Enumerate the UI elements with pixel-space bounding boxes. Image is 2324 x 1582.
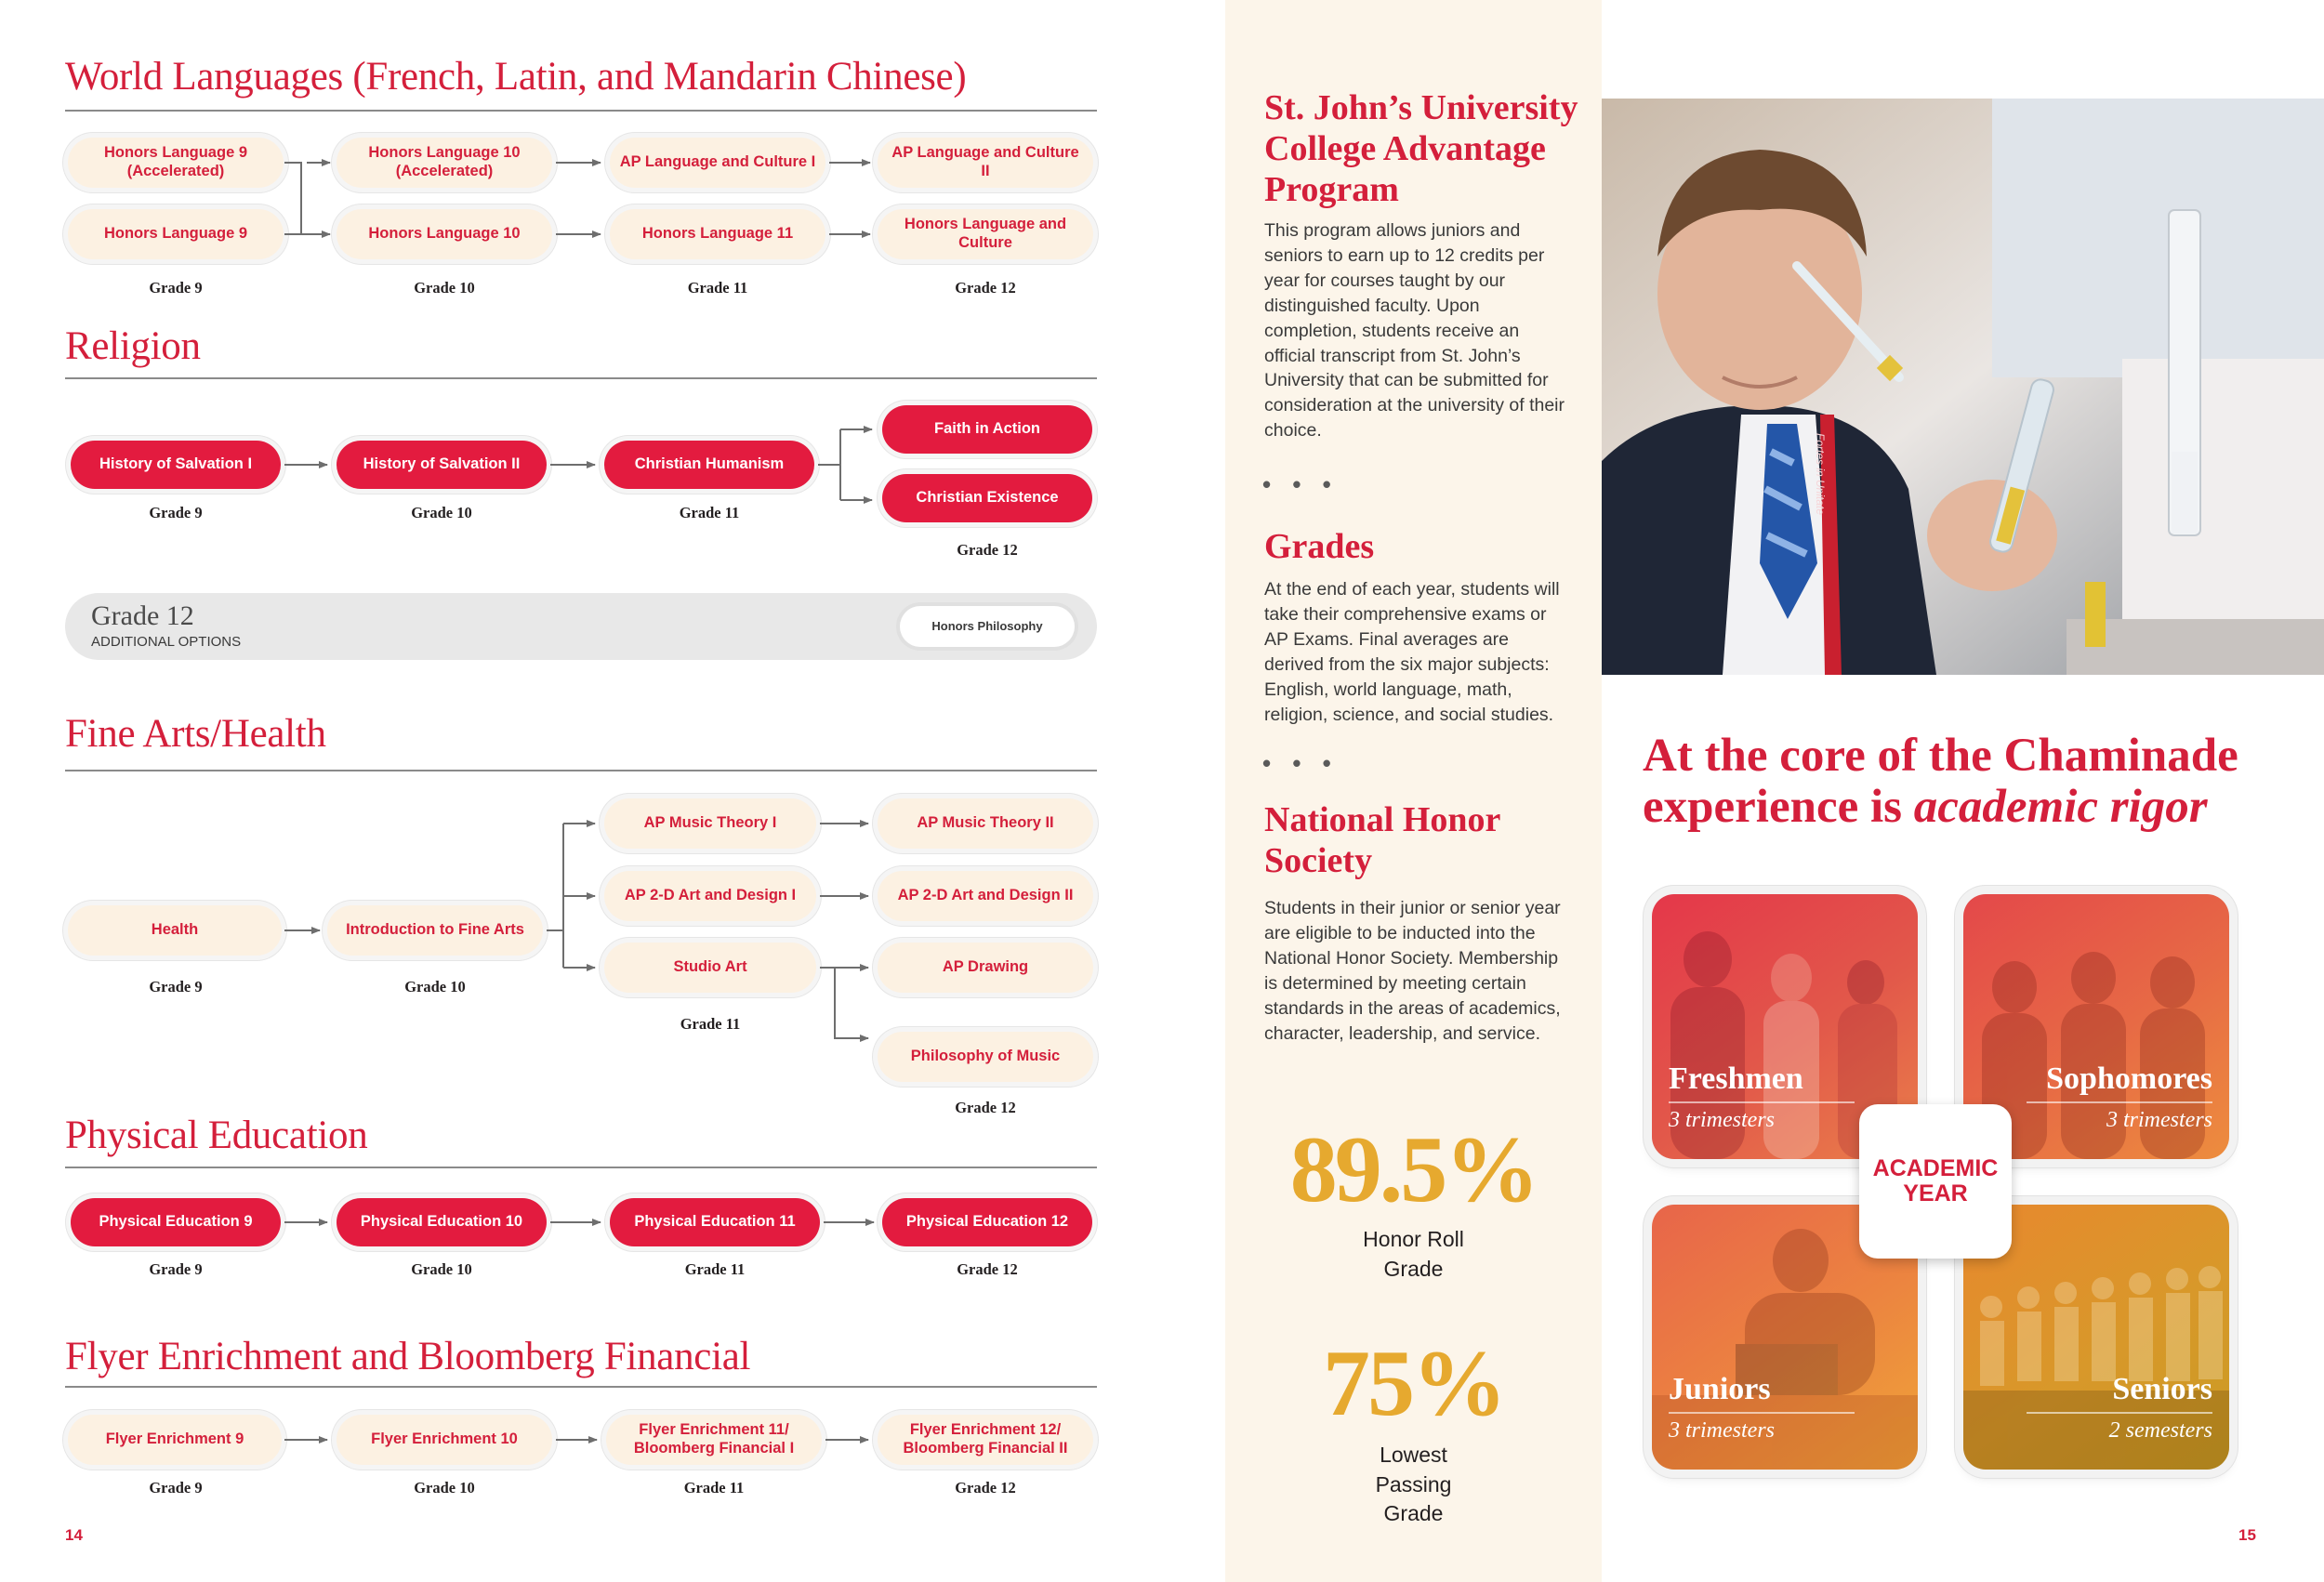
tile-sub: 2 semesters (2108, 1418, 2212, 1443)
academic-year-badge: ACADEMIC YEAR (1859, 1104, 2012, 1259)
student-lab-photo (1602, 99, 2324, 675)
course-history-of-salvation-1: History of Salvation I (71, 441, 281, 489)
tile-sub: 3 trimesters (1669, 1108, 1775, 1132)
grade-label: Grade 10 (411, 1260, 472, 1278)
grade-label: Grade 9 (149, 279, 203, 297)
core-title-line2-prefix: experience is (1643, 781, 1914, 834)
grade-label: Grade 10 (414, 1479, 475, 1496)
tile-sub: 3 trimesters (1669, 1418, 1775, 1443)
grade-label: Grade 11 (680, 1015, 741, 1033)
additional-options-title: Grade 12 (91, 600, 194, 631)
grade-label: Grade 11 (684, 1260, 746, 1278)
course-christian-existence: Christian Existence (882, 474, 1092, 522)
honor-roll-label: Honor Roll Grade (1363, 1227, 1464, 1281)
course-christian-humanism: Christian Humanism (604, 441, 814, 489)
course-ap-language-culture-2: AP Language and Culture II (878, 138, 1093, 188)
course-history-of-salvation-2: History of Salvation II (337, 441, 547, 489)
course-health: Health (68, 905, 282, 956)
course-faith-in-action: Faith in Action (882, 405, 1092, 454)
core-title-line2 (1643, 782, 2238, 833)
course-flow-connectors (0, 0, 1116, 1582)
grade-label: Grade 9 (149, 1260, 203, 1278)
course-flyer-enrichment-10: Flyer Enrichment 10 (337, 1415, 552, 1465)
divider-dots: • • • (1262, 470, 1339, 498)
grade-label: Grade 11 (679, 504, 740, 521)
course-studio-art: Studio Art (604, 943, 816, 993)
tile-name: Freshmen (1669, 1061, 1803, 1096)
grade-label: Grade 11 (683, 1479, 745, 1496)
page-number-left: 14 (65, 1526, 83, 1544)
grade-label: Grade 12 (955, 1479, 1016, 1496)
course-flyer-enrichment-11: Flyer Enrichment 11/ Bloomberg Financial I (606, 1415, 822, 1465)
grade-label: Grade 10 (404, 978, 466, 995)
course-ap-language-culture-1: AP Language and Culture I (610, 138, 825, 188)
stjohns-text: This program allows juniors and seniors to earn up to 12 credits per year for courses taught by our distinguished faculty. Upon completion, students receive an official transcript from St. John’s University that can be submitted for consideration at the university of their choice. (1264, 220, 1565, 442)
core-title-emphasis: academic rigor (1913, 781, 2208, 834)
tile-rule (1669, 1101, 1855, 1103)
grade-label: Grade 9 (149, 504, 203, 521)
grade-label: Grade 10 (414, 279, 475, 297)
grades-title: Grades (1264, 527, 1375, 566)
course-introduction-to-fine-arts: Introduction to Fine Arts (327, 905, 543, 956)
grade-label: Grade 11 (687, 279, 748, 297)
divider-dots: • • • (1262, 749, 1339, 777)
grade-label: Grade 12 (957, 541, 1018, 559)
tile-sub: 3 trimesters (2106, 1108, 2212, 1132)
grade-label: Grade 12 (955, 279, 1016, 297)
course-flyer-enrichment-12: Flyer Enrichment 12/ Bloomberg Financial II (878, 1415, 1093, 1465)
religion-title: Religion (65, 324, 201, 368)
page-number-right: 15 (2238, 1526, 2256, 1544)
course-honors-language-11: Honors Language 11 (610, 209, 825, 259)
fine-arts-title: Fine Arts/Health (65, 712, 326, 756)
course-honors-language-9-accelerated: Honors Language 9 (Accelerated) (68, 138, 284, 188)
course-philosophy-of-music: Philosophy of Music (878, 1032, 1093, 1082)
tile-rule (1669, 1412, 1855, 1414)
flyer-enrichment-title: Flyer Enrichment and Bloomberg Financial (65, 1335, 751, 1378)
lanyard-text: Fortes in Unitate (1814, 433, 1827, 516)
course-physical-education-12: Physical Education 12 (882, 1198, 1092, 1246)
nhs-text: Students in their junior or senior year are eligible to be inducted into the National Honor Society. Membership is determined by meeting certain standards in the areas of academics, character, leadership, and service. (1264, 898, 1561, 1044)
lowest-passing-stat: 75% (1323, 1331, 1504, 1436)
grade-label: Grade 12 (957, 1260, 1018, 1278)
grades-text: At the end of each year, students will take their comprehensive exams or AP Exams. Final averages are derived from the six major subjects: English, world language, math, religion, science, and social studies. (1264, 579, 1560, 725)
core-title-line1: At the core of the Chaminade (1643, 730, 2238, 782)
physical-education-title: Physical Education (65, 1114, 368, 1157)
course-honors-language-10: Honors Language 10 (337, 209, 552, 259)
course-honors-philosophy: Honors Philosophy (900, 606, 1075, 647)
course-physical-education-10: Physical Education 10 (337, 1198, 547, 1246)
stjohns-title: St. John’s University College Advantage Program (1264, 88, 1578, 210)
grade-label: Grade 12 (955, 1099, 1016, 1116)
course-physical-education-9: Physical Education 9 (71, 1198, 281, 1246)
course-ap-music-theory-1: AP Music Theory I (604, 798, 816, 849)
tile-name: Sophomores (2046, 1061, 2212, 1096)
world-languages-title: World Languages (French, Latin, and Mandarin Chinese) (65, 55, 967, 99)
course-honors-language-culture: Honors Language and Culture (878, 209, 1093, 259)
course-ap-drawing: AP Drawing (878, 943, 1093, 993)
course-ap-2d-art-design-2: AP 2-D Art and Design II (878, 871, 1093, 921)
tile-rule (2027, 1412, 2212, 1414)
grade-label: Grade 10 (411, 504, 472, 521)
tile-name: Seniors (2112, 1372, 2212, 1406)
tile-name: Juniors (1669, 1372, 1771, 1406)
course-honors-language-9: Honors Language 9 (68, 209, 284, 259)
nhs-title: National Honor Society (1264, 800, 1500, 881)
additional-options-subtitle: ADDITIONAL OPTIONS (91, 634, 242, 650)
honor-roll-stat: 89.5% (1289, 1117, 1538, 1222)
grade-label: Grade 9 (149, 1479, 203, 1496)
tile-rule (2027, 1101, 2212, 1103)
core-title (1643, 731, 2238, 833)
grade-label: Grade 9 (149, 978, 203, 995)
course-ap-music-theory-2: AP Music Theory II (878, 798, 1093, 849)
course-flyer-enrichment-9: Flyer Enrichment 9 (68, 1415, 282, 1465)
course-ap-2d-art-design-1: AP 2-D Art and Design I (604, 871, 816, 921)
course-honors-language-10-accelerated: Honors Language 10 (Accelerated) (337, 138, 552, 188)
course-physical-education-11: Physical Education 11 (610, 1198, 820, 1246)
lowest-passing-label: Lowest Passing Grade (1375, 1443, 1452, 1526)
